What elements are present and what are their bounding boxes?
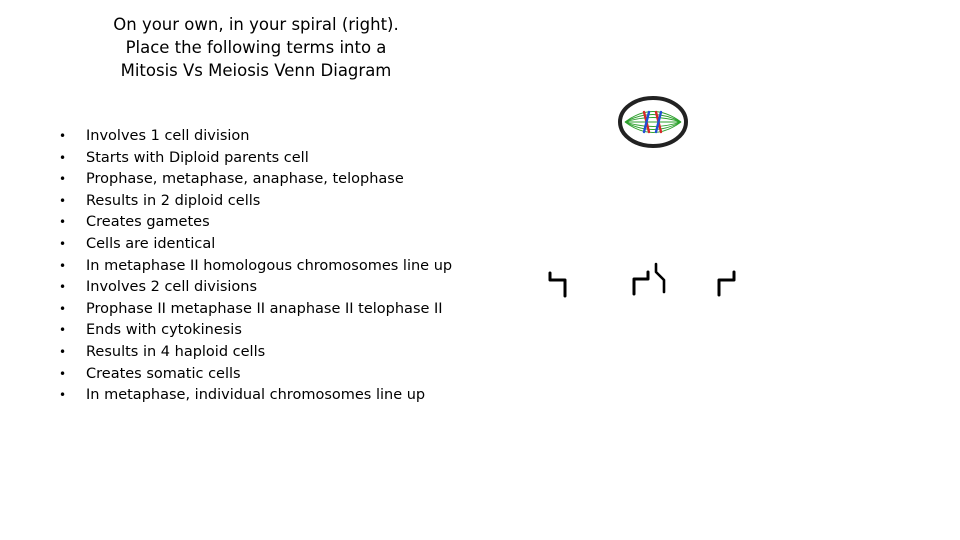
list-item <box>56 342 452 364</box>
terms-list <box>56 126 452 407</box>
bullet: • <box>59 366 67 381</box>
list-item <box>56 191 452 213</box>
bullet: • <box>59 344 67 359</box>
bullet: • <box>59 129 67 143</box>
term-text: In metaphase II homologous chromosomes line up <box>86 257 453 274</box>
bullet: • <box>59 172 67 187</box>
term-text: Starts with Diploid parents cell <box>86 149 309 166</box>
chromosome-icon <box>712 266 744 300</box>
bullet: • <box>59 236 67 251</box>
list-item <box>56 299 452 321</box>
list-item <box>56 385 452 407</box>
bullet: • <box>59 388 67 403</box>
bullet: • <box>59 280 67 295</box>
term-text: Cells are identical <box>86 235 216 252</box>
term-text: Creates somatic cells <box>86 365 241 382</box>
list-item <box>56 126 452 148</box>
title-line-1: On your own, in your spiral (right). <box>113 15 399 34</box>
bullet: • <box>59 193 67 208</box>
term-text: In metaphase, individual chromosomes line up <box>86 387 426 404</box>
dividing-cell-icon <box>615 95 691 151</box>
chromosome-icon <box>546 270 576 300</box>
list-item <box>56 212 452 234</box>
title-line-3: Mitosis Vs Meiosis Venn Diagram <box>120 61 392 80</box>
term-text: Prophase, metaphase, anaphase, telophase <box>86 171 404 188</box>
term-text: Creates gametes <box>86 214 210 231</box>
list-item <box>56 277 452 299</box>
term-text: Results in 2 diploid cells <box>86 192 261 209</box>
term-text: Results in 4 haploid cells <box>86 343 266 360</box>
slide-title <box>80 13 432 82</box>
list-item <box>56 148 452 170</box>
bullet: • <box>59 258 67 273</box>
list-item <box>56 364 452 386</box>
bullet: • <box>59 301 67 316</box>
term-text: Involves 1 cell division <box>86 128 250 144</box>
chromosome-icon <box>626 260 674 300</box>
term-text: Ends with cytokinesis <box>86 322 242 339</box>
bullet: • <box>59 323 67 338</box>
bullet: • <box>59 215 67 230</box>
list-item <box>56 169 452 191</box>
list-item <box>56 234 452 256</box>
bullet: • <box>59 150 67 165</box>
list-item <box>56 256 452 278</box>
list-item <box>56 320 452 342</box>
term-text: Involves 2 cell divisions <box>86 279 258 296</box>
term-text: Prophase II metaphase II anaphase II telophase II <box>86 300 443 317</box>
title-line-2: Place the following terms into a <box>125 38 387 57</box>
